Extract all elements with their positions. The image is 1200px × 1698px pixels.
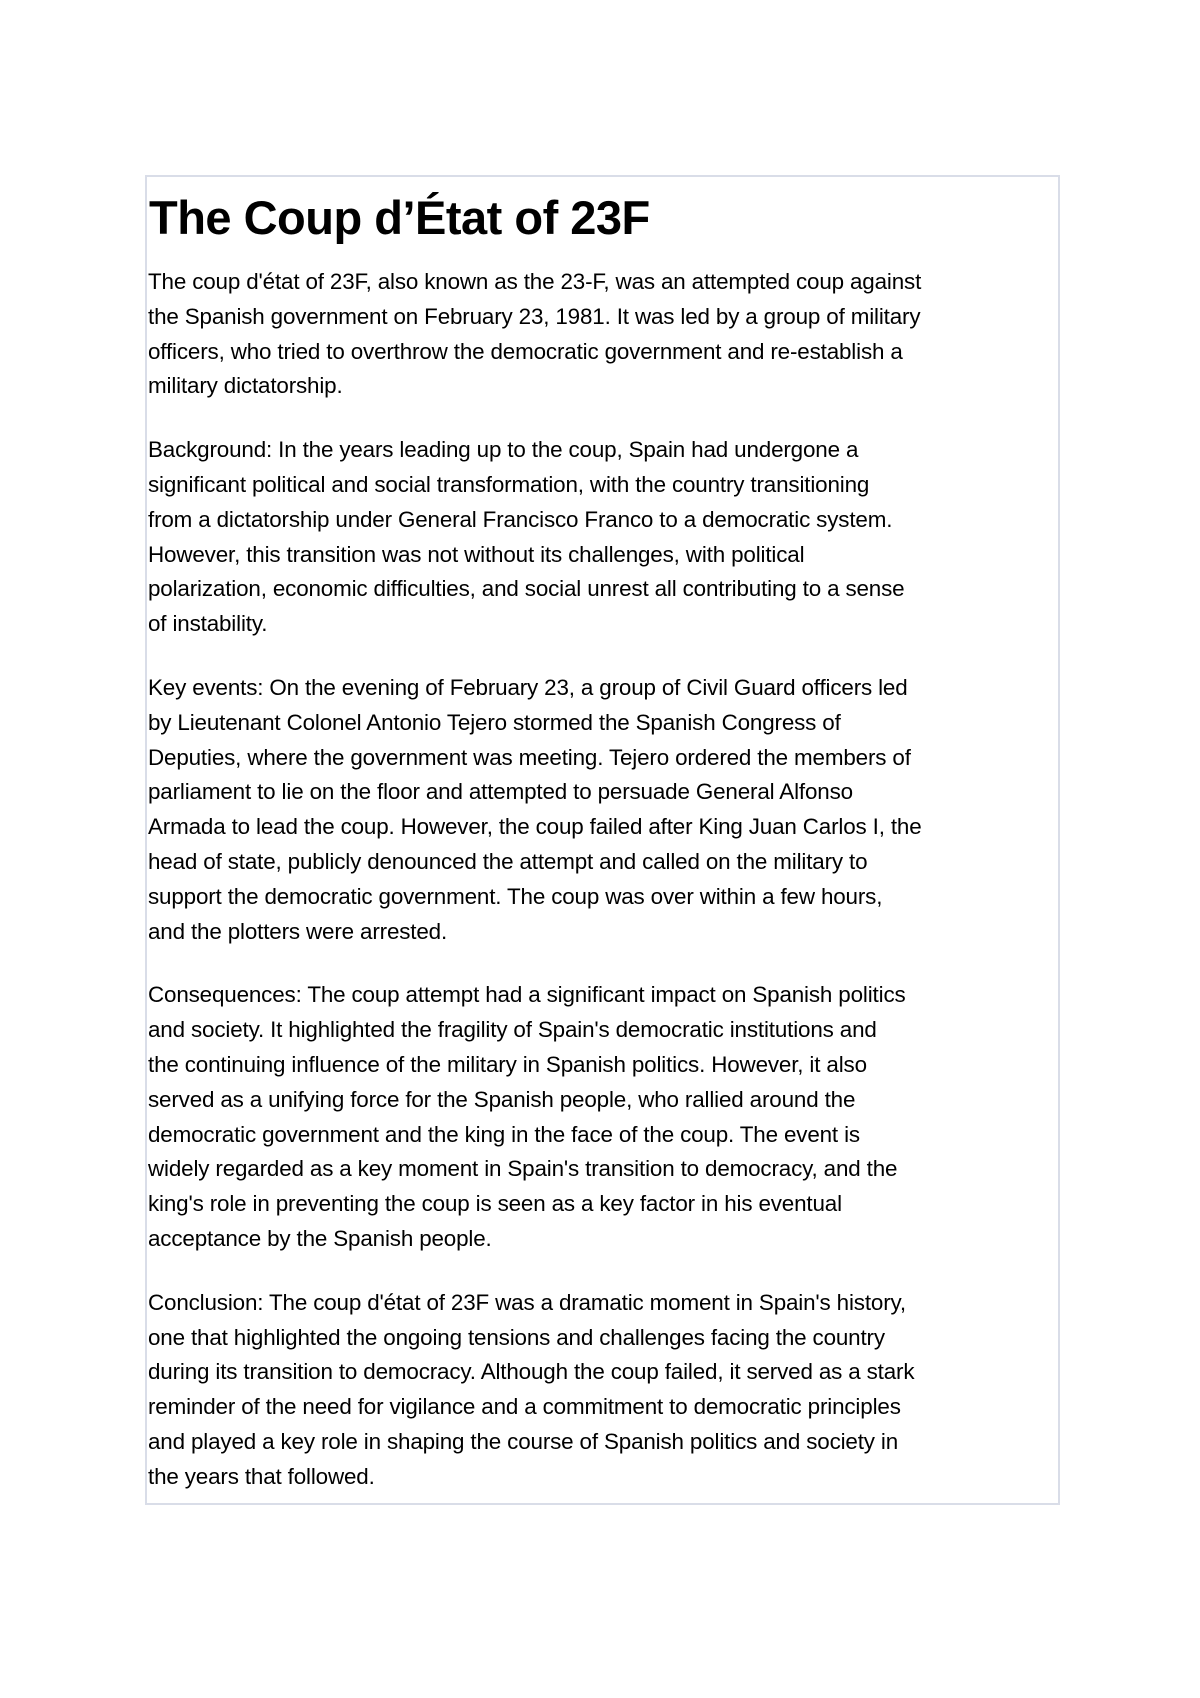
paragraph-line: parliament to lie on the floor and attempted to persuade General Alfonso [148, 779, 853, 805]
paragraph-line: from a dictatorship under General Francisco Franco to a democratic system. [148, 506, 893, 532]
paragraph-line: head of state, publicly denounced the attempt and called on the military to [148, 848, 868, 874]
key-events-paragraph [147, 671, 1058, 949]
document-title: The Coup d’État of 23F [149, 191, 650, 244]
paragraph-line: Deputies, where the government was meeting. Tejero ordered the members of [148, 744, 911, 770]
paragraph-line: significant political and social transformation, with the country transitioning [148, 471, 870, 497]
paragraph-line: the Spanish government on February 23, 1981. It was led by a group of military [148, 303, 921, 329]
paragraph-line: Conclusion: The coup d'état of 23F was a dramatic moment in Spain's history, [148, 1289, 906, 1315]
paragraph-line: one that highlighted the ongoing tensions and challenges facing the country [148, 1324, 885, 1350]
paragraph-line: Armada to lead the coup. However, the coup failed after King Juan Carlos I, the [148, 814, 922, 840]
paragraph-line: of instability. [148, 611, 268, 637]
paragraph-line: the continuing influence of the military in Spanish politics. However, it also [148, 1051, 867, 1077]
paragraph-line: The coup d'état of 23F, also known as the 23-F, was an attempted coup against [148, 269, 922, 294]
paragraph-line: Key events: On the evening of February 23, a group of Civil Guard officers led [148, 674, 908, 700]
paragraph-line: the years that followed. [148, 1463, 375, 1489]
paragraph-line: Background: In the years leading up to the coup, Spain had undergone a [148, 437, 859, 463]
paragraph-line: and the plotters were arrested. [148, 918, 448, 944]
paragraph-line: by Lieutenant Colonel Antonio Tejero stormed the Spanish Congress of [148, 709, 841, 735]
paragraph-line: served as a unifying force for the Spanish people, who rallied around the [148, 1086, 856, 1112]
conclusion-paragraph [147, 1286, 1058, 1495]
paragraph-line: military dictatorship. [148, 373, 343, 399]
paragraph-line: and society. It highlighted the fragility of Spain's democratic institutions and [148, 1017, 877, 1043]
paragraph-line: support the democratic government. The coup was over within a few hours, [148, 883, 883, 909]
paragraph-line: Consequences: The coup attempt had a significant impact on Spanish politics [148, 982, 906, 1008]
paragraph-line: However, this transition was not without its challenges, with political [148, 541, 805, 567]
paragraph-line: acceptance by the Spanish people. [148, 1225, 492, 1251]
paragraph-line: king's role in preventing the coup is seen as a key factor in his eventual [148, 1191, 842, 1217]
paragraph-line: democratic government and the king in the face of the coup. The event is [148, 1121, 860, 1147]
paragraph-line: officers, who tried to overthrow the democratic government and re-establish a [148, 338, 903, 364]
paragraph-line: during its transition to democracy. Although the coup failed, it served as a stark [148, 1359, 915, 1385]
text-frame [145, 175, 1060, 1505]
intro-paragraph [147, 265, 1058, 404]
paragraph-line: polarization, economic difficulties, and social unrest all contributing to a sense [148, 576, 905, 602]
consequences-paragraph [147, 978, 1058, 1256]
paragraph-line: widely regarded as a key moment in Spain's transition to democracy, and the [148, 1156, 898, 1182]
paragraph-line: reminder of the need for vigilance and a commitment to democratic principles [148, 1394, 901, 1420]
background-paragraph [147, 433, 1058, 642]
paragraph-line: and played a key role in shaping the course of Spanish politics and society in [148, 1428, 899, 1454]
